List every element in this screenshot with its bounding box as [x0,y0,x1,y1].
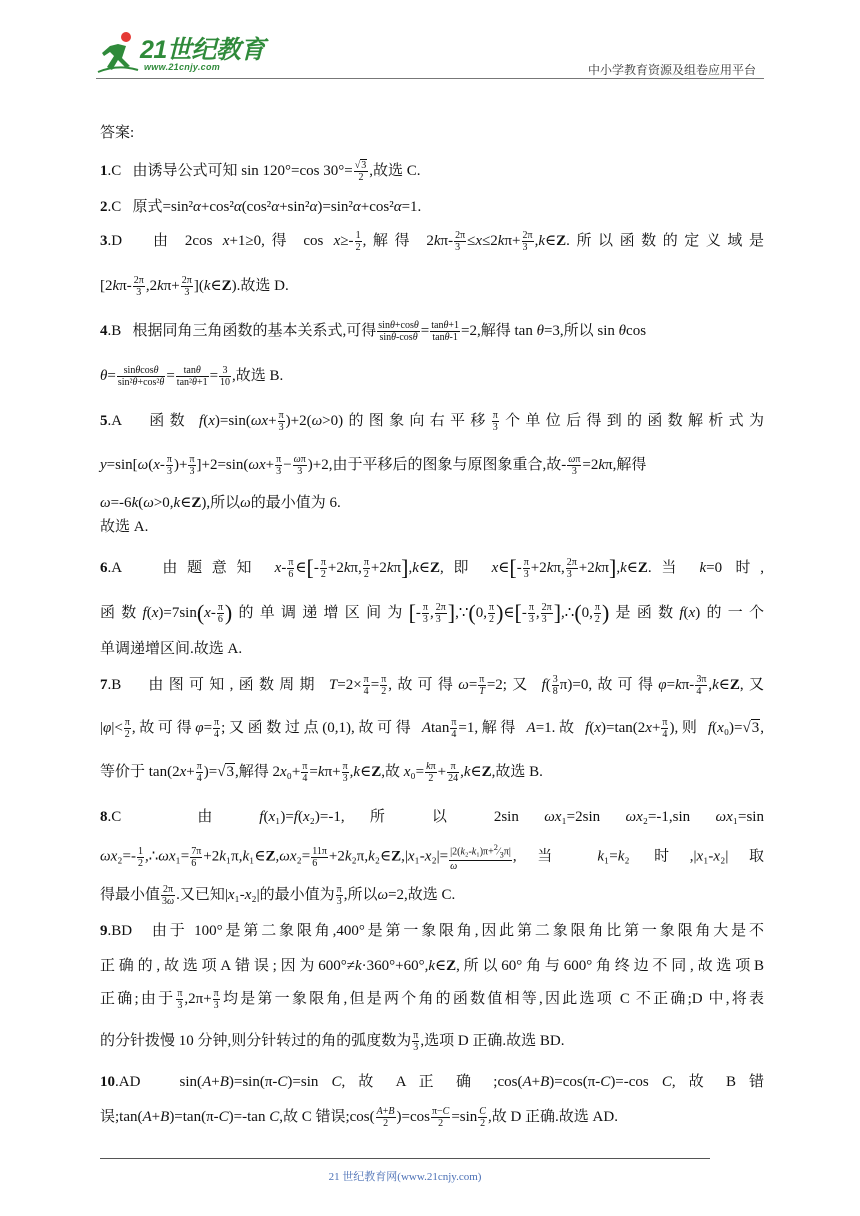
answer-7-cont2: 等价于 tan(2x+ $\frac{\pi}{4}$ )=√3,解得 2x₀+ $\frac{\pi}{4}$ =kπ+ $\frac{\pi}{3}$ ,k∈Z,故 x₀= $\frac{k\pi}{2}$ + $\frac{\pi}{24}$ ,k∈Z,故选 B. [100,761,543,785]
answer-5-cont: y=sin[ω(x- $\frac{\pi}{3}$ )+ $\frac{\pi}{3}$ ]+2=sin(ωx+ $\frac{\pi}{3}$ − $\frac{\omega\pi}{3}$ )+2,由于平移后的图象与原图象重合,故- $\frac{\omega\pi}{3}$ =2kπ,解得 [100,454,647,478]
answer-choice: C [111,163,122,179]
answer-8-cont2: 得最小值 $\frac{2\pi}{3\omega}$ .又已知|x₁-x₂|的最小值为 $\frac{\pi}{3}$ ,所以ω=2,故选 C. [100,884,456,908]
answer-number: 5 [100,413,108,429]
logo-url: www.21cnjy.com [144,62,221,72]
page-footer[interactable]: 21 世纪教育网(www.21cnjy.com) [328,1171,482,1183]
answer-5-cont3: 故选 A. [100,519,149,535]
answer-9: 9.BD 由于 100°是第二象限角,400°是第一象限角,因此第二象限角比第一象限角大是不 [100,923,764,939]
answer-number: 2 [100,199,108,215]
answer-number: 9 [100,923,108,939]
answer-choice: C [111,809,122,825]
answer-9-cont3: 的分针拨慢 10 分钟,则分针转过的角的弧度数为 $\frac{\pi}{3}$ ,选项 D 正确.故选 BD. [100,1030,565,1054]
runner-icon [96,30,140,76]
site-logo[interactable] [96,30,266,80]
page-header [0,0,860,90]
answer-number: 4 [100,323,108,339]
answer-choice: AD [118,1074,141,1090]
answer-6-cont2: 单调递增区间.故选 A. [100,641,243,657]
answer-2: 2.C 原式=sin²α+cos²α(cos²α+sin²α)=sin²α+cos²α=1. [100,199,422,215]
answer-choice: D [111,233,123,249]
answer-number: 6 [100,560,108,576]
answer-9-cont: 正确的,故选项A错误;因为600°≠k·360°+60°,k∈Z,所以60°角与600°角终边不同,故选项B [100,958,764,974]
answer-1: 1.C 由诱导公式可知 sin 120°=cos 30°= $\frac{√3}{2}$ ,故选 C. [100,160,421,184]
answer-8: 8.C 由 f(x₁)=f(x₂)=-1, 所 以 2sin ωx₁=2sin ωx₂=-1,sin ωx₁=sin [100,809,764,825]
answer-5: 5.A 函数 f(x)=sin(ωx+ $\frac{\pi}{3}$ )+2(ω>0)的图象向右平移 $\frac{\pi}{3}$ 个单位后得到的函数解析式为 [100,410,764,434]
answer-6: 6.A 由题意知 x- $\frac{\pi}{6}$ ∈[- $\frac{\pi}{2}$ +2kπ, $\frac{\pi}{2}$ +2kπ],k∈Z,即 x∈[- $\frac{\pi}{3}$ +2kπ, $\frac{2\pi}{3}$ +2kπ],k∈Z.当 k=0 时, [100,555,764,581]
header-divider [96,78,764,79]
answer-number: 8 [100,809,108,825]
answer-7: 7.B 由图可知,函数周期 T=2× $\frac{\pi}{4}$ = $\frac{\pi}{2}$ ,故可得ω= $\frac{\pi}{T}$ =2;又 f( $\frac{3}{8}$ π)=0,故可得φ=kπ- $\frac{3\pi}{4}$ ,k∈Z,又 [100,674,764,698]
answer-number: 1 [100,163,108,179]
answer-7-cont: |φ|< $\frac{\pi}{2}$ ,故可得φ= $\frac{\pi}{4}$ ;又函数过点(0,1),故可得 Atan $\frac{\pi}{4}$ =1,解得 A=1.故 f(x)=tan(2x+ $\frac{\pi}{4}$ ),则 f(x₀)=√3, [100,717,764,741]
answers-heading: 答案: [100,125,135,141]
logo-text: 21世纪教育 [140,36,265,64]
footer-divider [100,1158,710,1159]
answer-choice: B [111,677,122,693]
answer-10-cont: 误;tan(A+B)=tan(π-C)=-tan C,故 C 错误;cos( $\frac{A+B}{2}$ )=cos $\frac{\pi-C}{2}$ =sin $\frac{C}{2}$ ,故 D 正确.故选 AD. [100,1106,618,1130]
answer-8-cont: ωx₂=- $\frac{1}{2}$ ,∴ωx₁= $\frac{7\pi}{6}$ +2k₁π,k₁∈Z,ωx₂= $\frac{11\pi}{6}$ +2k₂π,k₂∈Z,|x₁-x₂|= $\frac{|2(k_2-k_1)\pi+^2⁄_3\pi|}{\omega}$ ,当 k₁=k₂ 时,|x₁-x₂|取 [100,843,765,873]
answer-choice: B [111,323,122,339]
answer-choice: A [111,560,123,576]
answer-number: 3 [100,233,108,249]
answer-6-cont: 函数f(x)=7sin(x- $\frac{\pi}{6}$ )的单调递增区间为[- $\frac{\pi}{3}$ , $\frac{2\pi}{3}$ ],∵(0, $\frac{\pi}{2}$ )∈[- $\frac{\pi}{3}$ , $\frac{2\pi}{3}$ ],∴(0, $\frac{\pi}{2}$ )是函数f(x)的一个 [100,600,764,626]
answer-4-cont: θ= $\frac{\sin\theta\cos\theta}{\text{sin²θ+cos²θ}}$ = $\frac{\tan\theta}{\text{tan²θ+1}}$ = $\frac{3}{10}$ ,故选 B. [100,365,284,389]
answer-choice: A [111,413,123,429]
answer-number: 10 [100,1074,115,1090]
answer-4: 4.B 根据同角三角函数的基本关系式,可得 $\frac{\sin\theta+\cos\theta}{\sin\theta-\cos\theta}$ = $\frac{\tan\theta+1}{\tan\theta-1}$ =2,解得 tan θ=3,所以 sin θcos [100,320,647,344]
platform-name: 中小学教育资源及组卷应用平台 [587,63,756,77]
answer-3-cont: [2kπ- $\frac{2\pi}{3}$ ,2kπ+ $\frac{2\pi}{3}$ ](k∈Z).故选 D. [100,275,289,299]
answer-choice: C [111,199,122,215]
answer-number: 7 [100,677,108,693]
answer-10: 10.AD sin(A+B)=sin(π-C)=sin C, 故 A 正 确 ;cos(A+B)=cos(π-C)=-cos C, 故 B 错 [100,1074,765,1090]
answer-choice: BD [111,923,133,939]
answer-5-cont2: ω=-6k(ω>0,k∈Z),所以ω的最小值为 6. [100,495,341,511]
answer-3: 3.D 由 2cos x+1≥0,得 cos x≥- $\frac{1}{2}$ ,解得 2kπ- $\frac{2\pi}{3}$ ≤x≤2kπ+ $\frac{2\pi}{3}$ ,k∈Z.所以函数的定义域是 [100,230,764,254]
answer-9-cont2: 正确;由于 $\frac{\pi}{3}$ ,2π+ $\frac{\pi}{3}$ 均是第一象限角,但是两个角的函数值相等,因此选项 C 不正确;D 中,将表 [100,988,764,1012]
